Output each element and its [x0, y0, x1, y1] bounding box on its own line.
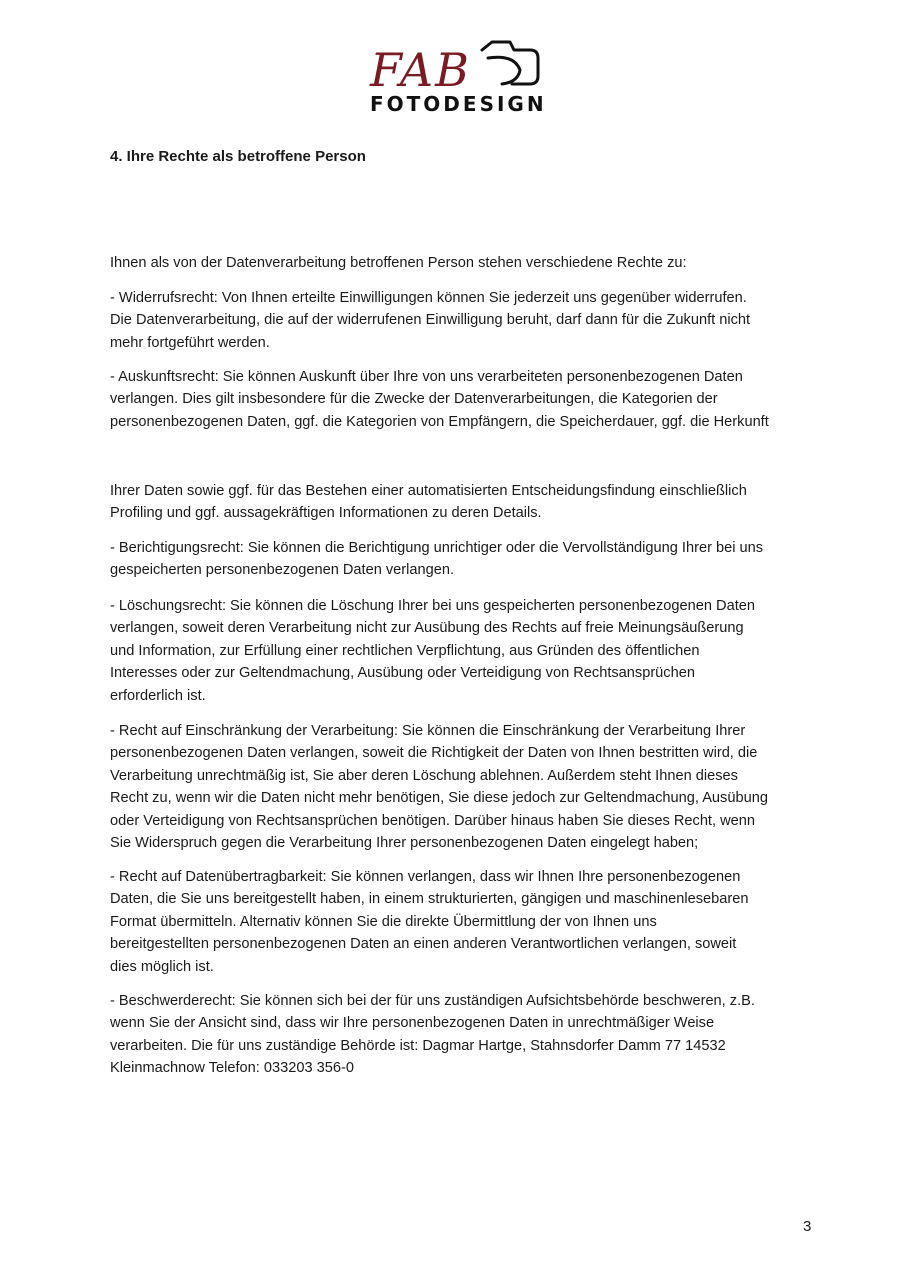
- paragraph-auskunftsrecht: - Auskunftsrecht: Sie können Auskunft über Ihre von uns verarbeiteten personenbezogenen Daten verlangen. Dies gilt insbesondere für die Zwecke der Datenverarbeitungen, die Kategorien der personenbezogenen Daten, ggf. die Kategorien von Empfängern, die Speicherdauer, ggf. die Herkunft: [110, 369, 769, 430]
- fab-fotodesign-logo: [364, 28, 544, 118]
- section-heading: 4. Ihre Rechte als betroffene Person: [110, 148, 366, 165]
- camera-logo-icon: [364, 28, 544, 118]
- paragraph-datenuebertragbarkeit: - Recht auf Datenübertragbarkeit: Sie können verlangen, dass wir Ihnen Ihre personenbezogenen Daten, die Sie uns bereitgestellt haben, in einem strukturierten, gängigen und maschinenlesebaren Format übermitteln. Alternativ können Sie die direkte Übermittlung der von Ihnen uns bereitgestellten personenbezogenen Daten an einen anderen Verantwortlichen verlangen, soweit dies möglich ist.: [110, 869, 749, 975]
- paragraph-berichtigungsrecht: - Berichtigungsrecht: Sie können die Berichtigung unrichtiger oder die Vervollständigung Ihrer bei uns gespeicherten personenbezogenen Daten verlangen.: [110, 540, 764, 579]
- paragraph-loeschungsrecht: - Löschungsrecht: Sie können die Löschung Ihrer bei uns gespeicherten personenbezogenen Daten verlangen, soweit deren Verarbeitung nicht zur Ausübung des Rechts auf freie Meinungsäußerung und Information, zur Erfüllung einer rechtlichen Verpflichtung, aus Gründen des öffentlichen Interesses oder zur Geltendmachung, Ausübung oder Verteidigung von Rechtsansprüchen erforderlich ist.: [110, 598, 756, 704]
- paragraph-auskunftsrecht-continued: Ihrer Daten sowie ggf. für das Bestehen einer automatisierten Entscheidungsfindung einschließlich Profiling und ggf. aussagekräftigen Informationen zu deren Details.: [110, 483, 747, 522]
- paragraph-widerrufsrecht: - Widerrufsrecht: Von Ihnen erteilte Einwilligungen können Sie jederzeit uns gegenüber widerrufen. Die Datenverarbeitung, die auf der widerrufenen Einwilligung beruht, darf dann für die Zukunft nicht mehr fortgeführt werden.: [110, 290, 751, 351]
- paragraph-beschwerderecht: - Beschwerderecht: Sie können sich bei der für uns zuständigen Aufsichtsbehörde beschweren, z.B. wenn Sie der Ansicht sind, dass wir Ihre personenbezogenen Daten in unrechtmäßiger Weise verarbeiten. Die für uns zuständige Behörde ist: Dagmar Hartge, Stahnsdorfer Damm 77 14532 Kleinmachnow Telefon: 033203 356-0: [110, 993, 755, 1077]
- paragraph-intro: Ihnen als von der Datenverarbeitung betroffenen Person stehen verschiedene Rechte zu:: [110, 255, 687, 271]
- page-number: 3: [803, 1218, 812, 1235]
- paragraph-einschraenkung: - Recht auf Einschränkung der Verarbeitung: Sie können die Einschränkung der Verarbeitung Ihrer personenbezogenen Daten verlangen, soweit die Richtigkeit der Daten von Ihnen bestritten wird, die Verarbeitung unrechtmäßig ist, Sie aber deren Löschung ablehnen. Außerdem steht Ihnen dieses Recht zu, wenn wir die Daten nicht mehr benötigen, Sie diese jedoch zur Geltendmachung, Ausübung oder Verteidigung von Rechtsansprüchen benötigen. Darüber hinaus haben Sie dieses Recht, wenn Sie Widerspruch gegen die Verarbeitung Ihrer personenbezogenen Daten eingelegt haben;: [110, 723, 768, 852]
- logo-brand-letters: FAB: [370, 43, 471, 97]
- logo-tagline: FOTODESIGN: [370, 92, 544, 116]
